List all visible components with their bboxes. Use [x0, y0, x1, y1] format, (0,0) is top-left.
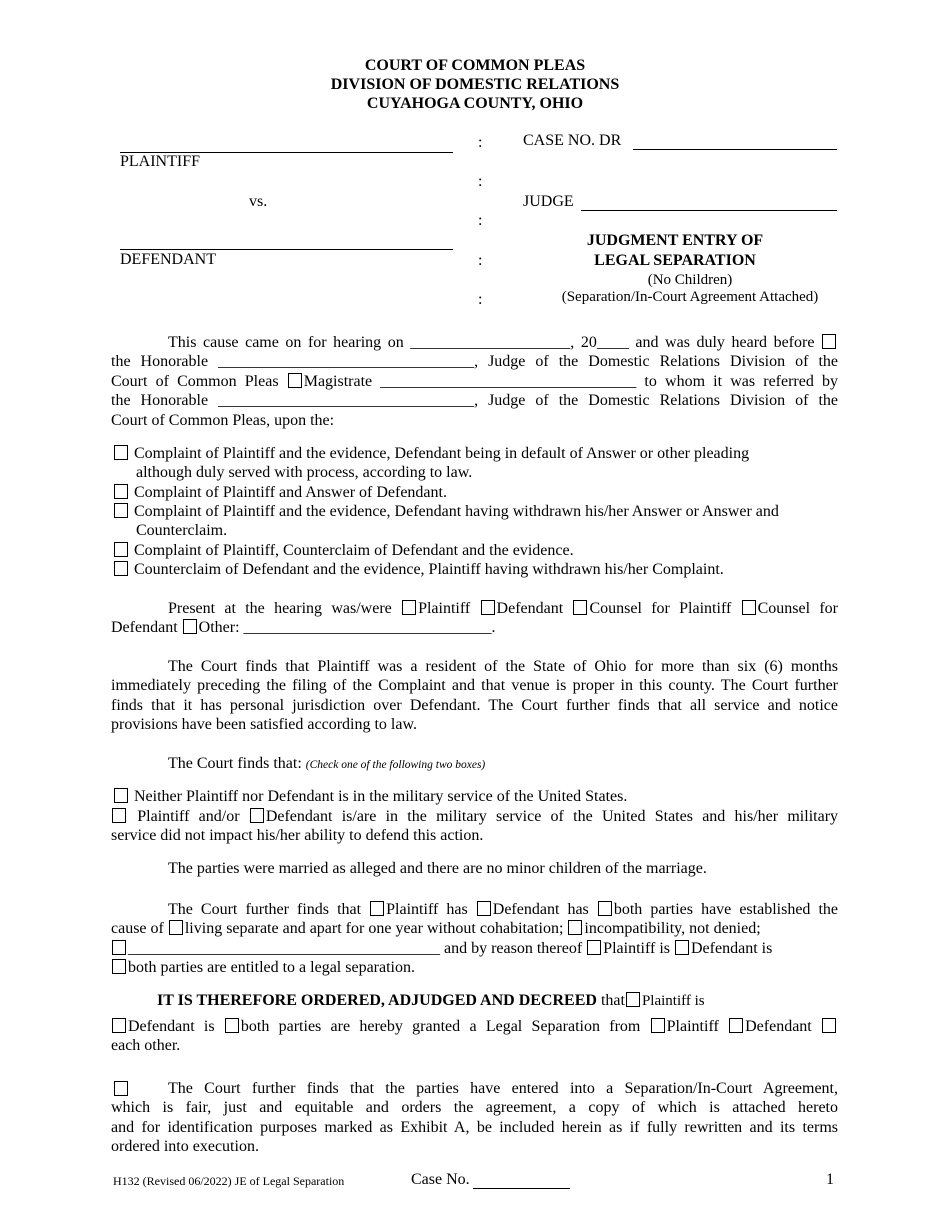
order-each-other-checkbox[interactable]: [822, 1018, 836, 1033]
order-both-granted-checkbox[interactable]: [225, 1018, 239, 1033]
option-counterclaim-text: Complaint of Plaintiff, Counterclaim of Defendant and the evidence.: [134, 542, 574, 559]
footer-case-no-label: Case No.: [411, 1171, 470, 1188]
vs-label: vs.: [249, 193, 268, 210]
present-paragraph: [111, 599, 838, 638]
agreement-line-2: which is fair, just and equitable and orders the agreement, a copy of which is attached hereto: [111, 1099, 838, 1117]
division-name: DIVISION OF DOMESTIC RELATIONS: [330, 76, 620, 93]
option-answer-text: Complaint of Plaintiff and Answer of Defendant.: [134, 484, 447, 501]
grounds-both-established-checkbox[interactable]: [598, 901, 612, 916]
caption-colon: :: [478, 252, 483, 269]
option-plaintiff-withdrawn-text: Counterclaim of Defendant and the evidence, Plaintiff having withdrawn his/her Complaint.: [134, 561, 724, 578]
form-id: H132 (Revised 06/2022) JE of Legal Separation: [113, 1174, 345, 1188]
present-defendant-checkbox[interactable]: [481, 600, 495, 615]
agreement-paragraph: [111, 1079, 838, 1157]
grounds-other-checkbox[interactable]: [112, 940, 126, 955]
hearing-line-3a: Court of Common Pleas: [111, 372, 279, 390]
residency-paragraph: [111, 657, 838, 735]
defendant-name-line[interactable]: [120, 249, 453, 250]
present-other-label: Other: _______________________________.: [198, 619, 496, 637]
caption-colon: :: [478, 134, 483, 151]
case-no-label: CASE NO. DR: [523, 132, 622, 149]
present-defendant-label: Defendant: [496, 600, 564, 617]
order-from-plaintiff-checkbox[interactable]: [651, 1018, 665, 1033]
present-text: Present at the hearing was/were: [168, 600, 392, 617]
county-name: CUYAHOGA COUNTY, OHIO: [366, 95, 584, 112]
military-neither-text: Neither Plaintiff nor Defendant is in the military service of the United States.: [134, 788, 628, 805]
residency-line-2: immediately preceding the filing of the Complaint and that venue is proper in this county. The Court further: [111, 677, 838, 695]
judge-label: JUDGE: [523, 193, 574, 210]
marriage-text: The parties were married as alleged and there are no minor children of the marriage.: [168, 860, 707, 877]
order-heading: IT IS THEREFORE ORDERED, ADJUDGED AND DECREED: [157, 992, 597, 1009]
document-title-line1: JUDGMENT ENTRY OF: [586, 232, 764, 249]
court-name: COURT OF COMMON PLEAS: [364, 57, 586, 74]
caption-colon: :: [478, 212, 483, 229]
option-withdrawn-text-cont: Counterclaim.: [136, 522, 228, 539]
present-defendant2-label: Defendant: [111, 619, 178, 637]
agreement-line-1: The Court further finds that the parties have entered into a Separation/In-Court Agreement,: [168, 1080, 838, 1097]
order-plaintiff-is-label: Plaintiff is: [641, 993, 705, 1009]
order-each-other-label: each other.: [111, 1037, 181, 1055]
grounds-paragraph: [111, 900, 838, 978]
grounds-living-separate-label: living separate and apart for one year without cohabitation;: [184, 920, 564, 938]
military-in-service-text-cont: service did not impact his/her ability to defend this action.: [111, 827, 484, 845]
grounds-both-established-label: both parties have established the: [613, 901, 838, 918]
order-paragraph: [111, 1017, 838, 1056]
grounds-defendant-is-checkbox[interactable]: [675, 940, 689, 955]
grounds-defendant-is-label: Defendant is: [691, 939, 773, 957]
grounds-living-separate-checkbox[interactable]: [169, 920, 183, 935]
judge-line[interactable]: [581, 210, 837, 211]
option-counterclaim-checkbox[interactable]: [114, 542, 128, 557]
plaintiff-label: PLAINTIFF: [120, 153, 201, 170]
residency-line-4: provisions have been satisfied according to law.: [111, 716, 417, 734]
hearing-line-3b: Magistrate ________________________________ to whom it was referred by: [303, 372, 838, 390]
grounds-plaintiff-has-label: Plaintiff has: [386, 901, 468, 918]
document-subtitle1: (No Children): [647, 272, 733, 288]
option-default-checkbox[interactable]: [114, 445, 128, 460]
grounds-defendant-has-checkbox[interactable]: [477, 901, 491, 916]
option-default-text: Complaint of Plaintiff and the evidence, Defendant being in default of Answer or other pleading: [134, 445, 750, 462]
order-from-plaintiff-label: Plaintiff: [666, 1018, 719, 1035]
hearing-line-4: the Honorable ________________________________, Judge of the Domestic Relations Division of the: [111, 392, 838, 410]
grounds-cause-of: cause of: [111, 920, 164, 938]
grounds-both-entitled-checkbox[interactable]: [112, 959, 126, 974]
military-defendant-checkbox[interactable]: [250, 808, 264, 823]
document-title-line2: LEGAL SEPARATION: [594, 252, 756, 269]
order-plaintiff-is-checkbox[interactable]: [626, 992, 640, 1007]
present-plaintiff-label: Plaintiff: [418, 600, 471, 617]
agreement-line-4: ordered into execution.: [111, 1138, 259, 1156]
grounds-other-line: _______________________________________ and by reason thereof: [128, 939, 583, 957]
footer-case-no-line[interactable]: [473, 1188, 570, 1189]
hearing-line-5: Court of Common Pleas, upon the:: [111, 411, 335, 429]
military-in-service-checkbox[interactable]: [112, 808, 126, 823]
military-neither-checkbox[interactable]: [114, 788, 128, 803]
order-defendant-is-checkbox[interactable]: [112, 1018, 126, 1033]
option-default-text-cont: although duly served with process, according to law.: [136, 464, 473, 481]
present-counsel-for-label: Counsel for: [757, 600, 838, 617]
grounds-plaintiff-is-checkbox[interactable]: [587, 940, 601, 955]
grounds-incompatibility-label: incompatibility, not denied;: [584, 920, 761, 938]
military-service-paragraph: [111, 807, 838, 846]
residency-line-1: The Court finds that Plaintiff was a resident of the State of Ohio for more than six (6) months: [168, 658, 838, 675]
present-counsel-plaintiff-checkbox[interactable]: [573, 600, 587, 615]
order-from-defendant-label: Defendant: [745, 1018, 812, 1035]
caption-colon: :: [478, 291, 483, 308]
option-answer-checkbox[interactable]: [114, 484, 128, 499]
grounds-incompatibility-checkbox[interactable]: [568, 920, 582, 935]
present-other-checkbox[interactable]: [183, 619, 197, 634]
military-in-service-label: Plaintiff and/or: [137, 808, 240, 825]
residency-line-3: finds that it has personal jurisdiction over Defendant. The Court further finds that all service and notice: [111, 696, 838, 714]
magistrate-checkbox[interactable]: [288, 373, 302, 388]
hearing-line-1: This cause came on for hearing on ____________________, 20____ and was duly heard before: [168, 334, 815, 351]
military-intro: The Court finds that:: [168, 755, 302, 772]
grounds-defendant-has-label: Defendant has: [492, 901, 589, 918]
agreement-line-3: and for identification purposes marked as Exhibit A, be included herein as if fully rewritten and its terms: [111, 1118, 838, 1136]
caption-colon: :: [478, 173, 483, 190]
grounds-both-entitled-label: both parties are entitled to a legal separation.: [128, 959, 415, 977]
present-counsel-defendant-checkbox[interactable]: [742, 600, 756, 615]
option-withdrawn-text: Complaint of Plaintiff and the evidence, Defendant having withdrawn his/her Answer or Answer and: [134, 503, 779, 520]
order-both-granted-label: both parties are hereby granted a Legal Separation from: [240, 1018, 641, 1035]
order-that: that: [600, 992, 625, 1009]
hearing-paragraph: [111, 333, 838, 430]
hearing-line-2: the Honorable ________________________________, Judge of the Domestic Relations Division of the: [111, 353, 838, 371]
grounds-plaintiff-has-checkbox[interactable]: [370, 901, 384, 916]
page-number: 1: [826, 1171, 834, 1188]
order-defendant-is-label: Defendant is: [128, 1018, 215, 1035]
case-no-line[interactable]: [633, 149, 837, 150]
military-note: (Check one of the following two boxes): [305, 759, 486, 771]
order-from-defendant-checkbox[interactable]: [729, 1018, 743, 1033]
present-plaintiff-checkbox[interactable]: [402, 600, 416, 615]
option-plaintiff-withdrawn-checkbox[interactable]: [114, 561, 128, 576]
grounds-plaintiff-is-label: Plaintiff is: [603, 939, 670, 957]
document-subtitle2: (Separation/In-Court Agreement Attached): [561, 289, 819, 305]
present-counsel-plaintiff-label: Counsel for Plaintiff: [589, 600, 732, 617]
option-withdrawn-checkbox[interactable]: [114, 503, 128, 518]
honorable-judge-checkbox[interactable]: [822, 334, 836, 349]
defendant-label: DEFENDANT: [120, 251, 216, 268]
military-in-service-text: Defendant is/are in the military service of the United States and his/her military: [265, 808, 838, 825]
grounds-intro: The Court further finds that: [168, 901, 362, 918]
